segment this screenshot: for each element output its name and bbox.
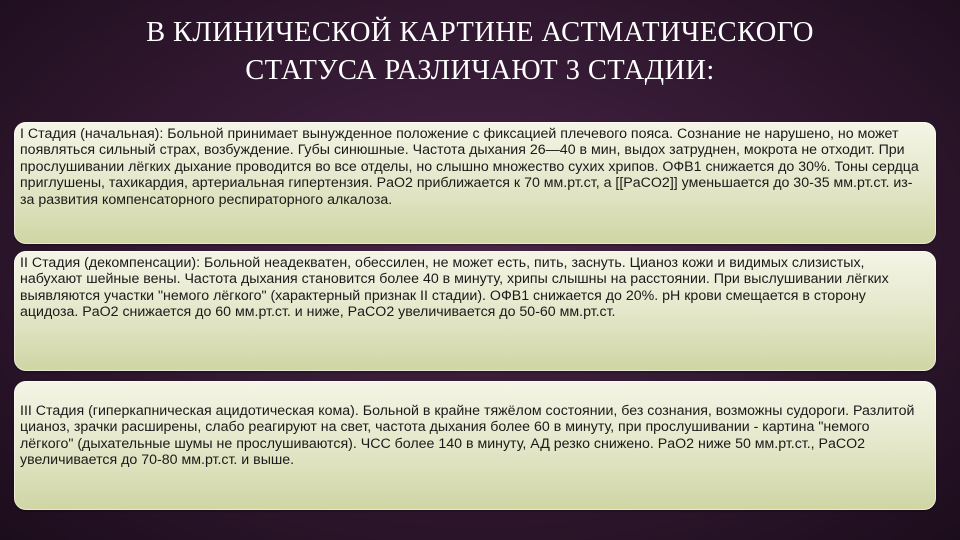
stage-1-card: I Стадия (начальная): Больной принимает вынужденное положение с фиксацией плечевого пояса. Сознание не нарушено, но может появляться сильный страх, возбуждение. Губы синюшные. Частота дыхания 26—40 в мин, выдох затруднен, мокрота не отходит. При прослушивании лёгких дыхание проводится во все отделы, но слышно множество сухих хрипов. ОФВ1 снижается до 30%. Тоны сердца приглушены, тахикардия, артериальная гипертензия. PaO2 приближается к 70 мм.рт.ст, а [[PaCO2]] уменьшается до 30-35 мм.рт.ст. из-за развития компенсаторного респираторного алкалоза. xyxy=(14,122,936,244)
slide-title-line-1: В КЛИНИЧЕСКОЙ КАРТИНЕ АСТМАТИЧЕСКОГО xyxy=(146,17,814,48)
stage-2-card: II Стадия (декомпенсации): Больной неадекватен, обессилен, не может есть, пить, заснуть. Цианоз кожи и видимых слизистых, набухают шейные вены. Частота дыхания становится более 40 в минуту, хрипы слышны на расстоянии. При выслушивании лёгких выявляются участки "немого лёгкого" (характерный признак II стадии). ОФВ1 снижается до 20%. pH крови смещается в сторону ацидоза. PaO2 снижается до 60 мм.рт.ст. и ниже, PaCO2 увеличивается до 50-60 мм.рт.ст. xyxy=(14,251,936,371)
stage-3-card: III Стадия (гиперкапническая ацидотическая кома). Больной в крайне тяжёлом состоянии, без сознания, возможны судороги. Разлитой цианоз, зрачки расширены, слабо реагируют на свет, частота дыхания более 60 в минуту, при прослушивании - картина "немого лёгкого" (дыхательные шумы не прослушиваются). ЧСС более 140 в минуту, АД резко снижено. PaO2 ниже 50 мм.рт.ст., PaCO2 увеличивается до 70-80 мм.рт.ст. и выше. xyxy=(14,381,936,510)
slide-title-line-2: СТАТУСА РАЗЛИЧАЮТ 3 СТАДИИ: xyxy=(245,55,715,86)
slide-title xyxy=(40,14,920,100)
